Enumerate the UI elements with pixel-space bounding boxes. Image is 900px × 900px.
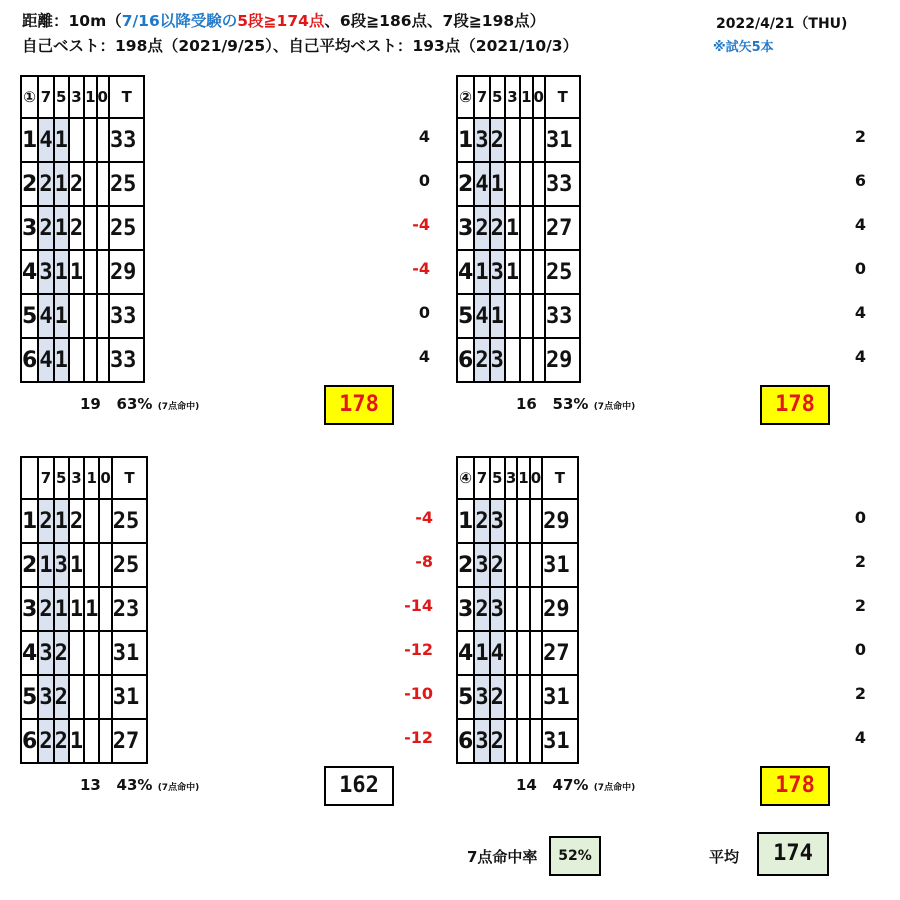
diff-value: -4 [412, 215, 430, 234]
diff-value: 2 [854, 552, 866, 571]
score-row [457, 338, 580, 382]
count-7-cell: 2 [38, 162, 53, 206]
diff-value: 4 [418, 127, 430, 146]
trial-arrows-note: ※試矢5本 [713, 40, 774, 55]
column-header: 1 [517, 457, 529, 499]
count-3-cell [505, 587, 517, 631]
header-row [457, 76, 580, 118]
end-total: 23 [112, 587, 148, 631]
count-5-cell: 1 [54, 499, 69, 543]
end-total: 25 [109, 162, 145, 206]
count-7-cell: 2 [38, 499, 53, 543]
header-row [457, 457, 578, 499]
count-3-cell [69, 294, 84, 338]
count-1-cell [84, 543, 99, 587]
count-1-cell [517, 543, 529, 587]
count-5-cell: 2 [490, 118, 505, 162]
count-7-cell: 4 [38, 294, 53, 338]
end-number: 1 [21, 118, 38, 162]
hit-stats [80, 395, 199, 413]
count-3-cell: 2 [69, 499, 84, 543]
count-3-cell [505, 499, 517, 543]
score-row [21, 719, 147, 763]
diff-value: 2 [854, 127, 866, 146]
count-7-cell: 2 [38, 719, 53, 763]
score-table [20, 456, 148, 764]
count-5-cell: 2 [490, 543, 505, 587]
count-0-cell [99, 719, 111, 763]
count-0-cell [533, 162, 545, 206]
distance-prefix: 距離：10m（ [22, 12, 122, 30]
end-number: 4 [457, 631, 474, 675]
count-3-cell [505, 294, 520, 338]
hit-percentage: 43% [116, 776, 153, 794]
column-header: 0 [97, 76, 109, 118]
column-header: 0 [530, 457, 542, 499]
hit-rate-label: 7点命中率 [467, 848, 538, 866]
other-dan-thresholds: 、6段≧186点、7段≧198点） [324, 12, 546, 30]
end-total: 31 [112, 675, 148, 719]
end-total: 29 [109, 250, 145, 294]
hit-stats [516, 776, 635, 794]
round-total: 162 [324, 766, 394, 806]
hit-percentage-note: (7点命中) [593, 402, 636, 412]
diff-value: -4 [412, 259, 430, 278]
end-total: 29 [542, 587, 578, 631]
count-0-cell [97, 250, 109, 294]
count-0-cell [530, 631, 542, 675]
count-1-cell [84, 675, 99, 719]
count-5-cell: 1 [490, 162, 505, 206]
personal-best-line: 自己ベスト：198点（2021/9/25）、自己平均ベスト：193点（2021/10/3） [22, 37, 579, 55]
count-1-cell [84, 206, 96, 250]
count-3-cell [505, 118, 520, 162]
count-3-cell: 2 [69, 162, 84, 206]
count-1-cell [520, 118, 532, 162]
end-number: 6 [457, 719, 474, 763]
round-label: ④ [457, 457, 474, 499]
hit-percentage: 53% [552, 395, 589, 413]
count-3-cell: 1 [69, 543, 84, 587]
end-total: 29 [545, 338, 581, 382]
end-number: 3 [21, 587, 38, 631]
count-7-cell: 4 [38, 118, 53, 162]
column-header: 1 [520, 76, 532, 118]
sevens-count: 14 [516, 776, 537, 794]
score-row [21, 294, 144, 338]
count-3-cell [505, 338, 520, 382]
count-5-cell: 1 [54, 338, 69, 382]
diff-value: -12 [404, 640, 433, 659]
round-total: 178 [324, 385, 394, 425]
count-1-cell [517, 719, 529, 763]
score-row [457, 250, 580, 294]
count-7-cell: 3 [474, 719, 489, 763]
diff-value: -8 [415, 552, 433, 571]
diff-value: -14 [404, 596, 433, 615]
count-7-cell: 2 [474, 206, 489, 250]
hit-percentage: 47% [552, 776, 589, 794]
hit-percentage-note: (7点命中) [157, 783, 200, 793]
diff-value: -12 [404, 728, 433, 747]
diff-value: 0 [854, 508, 866, 527]
count-7-cell: 3 [38, 631, 53, 675]
count-0-cell [533, 118, 545, 162]
count-1-cell [520, 294, 532, 338]
count-0-cell [97, 206, 109, 250]
count-5-cell: 2 [490, 206, 505, 250]
count-0-cell [99, 499, 111, 543]
count-7-cell: 4 [474, 162, 489, 206]
column-header: T [545, 76, 581, 118]
count-3-cell [505, 631, 517, 675]
end-total: 31 [542, 719, 578, 763]
count-1-cell [520, 338, 532, 382]
count-1-cell [84, 338, 96, 382]
end-total: 33 [109, 294, 145, 338]
score-row [457, 719, 578, 763]
count-5-cell: 3 [490, 250, 505, 294]
column-header: 3 [69, 76, 84, 118]
count-0-cell [533, 250, 545, 294]
column-header: 7 [474, 457, 489, 499]
hit-stats [516, 395, 635, 413]
sevens-count: 16 [516, 395, 537, 413]
count-7-cell: 1 [38, 543, 53, 587]
diff-value: -4 [415, 508, 433, 527]
count-5-cell: 2 [54, 719, 69, 763]
average-value: 174 [757, 832, 829, 876]
column-header: 3 [69, 457, 84, 499]
end-number: 6 [21, 719, 38, 763]
hit-rate-value: 52% [549, 836, 601, 876]
score-row [21, 675, 147, 719]
distance-rule-line [22, 9, 545, 31]
count-7-cell: 2 [474, 499, 489, 543]
count-1-cell [84, 118, 96, 162]
score-row [457, 587, 578, 631]
score-row [21, 118, 144, 162]
count-7-cell: 4 [38, 338, 53, 382]
end-number: 4 [21, 250, 38, 294]
column-header: 7 [38, 457, 53, 499]
end-total: 33 [109, 338, 145, 382]
score-table [20, 75, 145, 383]
end-total: 33 [545, 162, 581, 206]
diff-value: 4 [854, 215, 866, 234]
count-5-cell: 1 [54, 250, 69, 294]
diff-value: 2 [854, 596, 866, 615]
column-header: 1 [84, 457, 99, 499]
count-3-cell [505, 543, 517, 587]
count-0-cell [99, 587, 111, 631]
end-number: 5 [457, 294, 474, 338]
hit-stats [80, 776, 199, 794]
score-row [21, 338, 144, 382]
score-row [457, 162, 580, 206]
end-number: 2 [457, 543, 474, 587]
column-header: T [112, 457, 148, 499]
count-7-cell: 1 [474, 631, 489, 675]
count-5-cell: 1 [54, 118, 69, 162]
header-row [21, 76, 144, 118]
column-header: 0 [99, 457, 111, 499]
score-row [21, 587, 147, 631]
end-number: 3 [21, 206, 38, 250]
count-1-cell [520, 206, 532, 250]
count-3-cell [505, 719, 517, 763]
end-total: 31 [112, 631, 148, 675]
end-number: 2 [21, 162, 38, 206]
column-header: 3 [505, 457, 517, 499]
end-number: 1 [457, 118, 474, 162]
column-header: 7 [38, 76, 53, 118]
score-row [21, 631, 147, 675]
fifth-dan-threshold: 5段≧174点 [237, 12, 325, 30]
count-7-cell: 3 [474, 118, 489, 162]
count-1-cell [517, 675, 529, 719]
count-1-cell [84, 499, 99, 543]
count-1-cell [84, 631, 99, 675]
score-row [21, 206, 144, 250]
diff-value: -10 [404, 684, 433, 703]
column-header: 5 [490, 457, 505, 499]
column-header: 0 [533, 76, 545, 118]
count-5-cell: 4 [490, 631, 505, 675]
count-3-cell [69, 118, 84, 162]
count-0-cell [99, 543, 111, 587]
count-3-cell: 1 [69, 719, 84, 763]
diff-value: 6 [854, 171, 866, 190]
count-0-cell [533, 294, 545, 338]
hit-percentage: 63% [116, 395, 153, 413]
end-total: 25 [545, 250, 581, 294]
count-5-cell: 3 [490, 338, 505, 382]
score-row [457, 118, 580, 162]
count-7-cell: 3 [474, 675, 489, 719]
end-total: 25 [112, 499, 148, 543]
count-3-cell [505, 675, 517, 719]
diff-value: 4 [854, 347, 866, 366]
count-7-cell: 4 [474, 294, 489, 338]
count-3-cell: 1 [69, 250, 84, 294]
hit-percentage-note: (7点命中) [157, 402, 200, 412]
count-3-cell: 2 [69, 206, 84, 250]
count-5-cell: 2 [490, 675, 505, 719]
end-number: 6 [457, 338, 474, 382]
count-0-cell [533, 206, 545, 250]
count-3-cell [69, 675, 84, 719]
session-date: 2022/4/21（THU) [716, 16, 848, 32]
exam-date-note: 7/16以降受験の [121, 12, 238, 30]
diff-value: 4 [854, 728, 866, 747]
count-0-cell [99, 675, 111, 719]
round-label [21, 457, 38, 499]
count-0-cell [533, 338, 545, 382]
diff-value: 0 [418, 171, 430, 190]
end-number: 3 [457, 206, 474, 250]
count-1-cell: 1 [84, 587, 99, 631]
count-1-cell [84, 162, 96, 206]
count-7-cell: 2 [38, 206, 53, 250]
round-total: 178 [760, 766, 830, 806]
sevens-count: 13 [80, 776, 101, 794]
score-row [457, 499, 578, 543]
end-total: 31 [542, 543, 578, 587]
count-1-cell [517, 631, 529, 675]
count-1-cell [520, 250, 532, 294]
end-number: 6 [21, 338, 38, 382]
count-5-cell: 1 [54, 162, 69, 206]
count-0-cell [99, 631, 111, 675]
count-1-cell [84, 719, 99, 763]
count-3-cell [69, 338, 84, 382]
column-header: T [109, 76, 145, 118]
end-total: 33 [545, 294, 581, 338]
score-row [21, 543, 147, 587]
end-total: 27 [545, 206, 581, 250]
end-total: 25 [109, 206, 145, 250]
score-row [21, 162, 144, 206]
end-total: 31 [545, 118, 581, 162]
count-7-cell: 3 [38, 675, 53, 719]
end-number: 3 [457, 587, 474, 631]
end-number: 5 [457, 675, 474, 719]
count-3-cell: 1 [69, 587, 84, 631]
end-total: 29 [542, 499, 578, 543]
count-5-cell: 1 [54, 294, 69, 338]
count-7-cell: 3 [474, 543, 489, 587]
count-0-cell [530, 587, 542, 631]
count-3-cell [69, 631, 84, 675]
header-row [21, 457, 147, 499]
end-total: 33 [109, 118, 145, 162]
count-5-cell: 2 [54, 631, 69, 675]
round-total: 178 [760, 385, 830, 425]
count-0-cell [530, 499, 542, 543]
diff-value: 2 [854, 684, 866, 703]
end-total: 27 [112, 719, 148, 763]
score-row [457, 543, 578, 587]
count-0-cell [97, 338, 109, 382]
column-header: 3 [505, 76, 520, 118]
count-3-cell [505, 162, 520, 206]
count-0-cell [97, 294, 109, 338]
column-header: T [542, 457, 578, 499]
count-5-cell: 3 [490, 499, 505, 543]
count-3-cell: 1 [505, 250, 520, 294]
count-5-cell: 3 [490, 587, 505, 631]
score-row [21, 250, 144, 294]
count-7-cell: 3 [38, 250, 53, 294]
count-0-cell [530, 543, 542, 587]
count-1-cell [84, 250, 96, 294]
count-1-cell [84, 294, 96, 338]
column-header: 7 [474, 76, 489, 118]
sevens-count: 19 [80, 395, 101, 413]
count-1-cell [517, 499, 529, 543]
score-row [457, 675, 578, 719]
end-number: 4 [457, 250, 474, 294]
count-5-cell: 1 [54, 206, 69, 250]
column-header: 1 [84, 76, 96, 118]
diff-value: 4 [854, 303, 866, 322]
count-5-cell: 1 [490, 294, 505, 338]
end-number: 1 [457, 499, 474, 543]
end-total: 25 [112, 543, 148, 587]
hit-percentage-note: (7点命中) [593, 783, 636, 793]
end-total: 27 [542, 631, 578, 675]
end-number: 1 [21, 499, 38, 543]
count-7-cell: 1 [474, 250, 489, 294]
count-5-cell: 2 [54, 675, 69, 719]
score-table [456, 456, 579, 764]
diff-value: 4 [418, 347, 430, 366]
end-number: 4 [21, 631, 38, 675]
diff-value: 0 [418, 303, 430, 322]
score-row [457, 631, 578, 675]
column-header: 5 [490, 76, 505, 118]
column-header: 5 [54, 76, 69, 118]
count-7-cell: 2 [38, 587, 53, 631]
diff-value: 0 [854, 640, 866, 659]
count-3-cell: 1 [505, 206, 520, 250]
count-0-cell [97, 118, 109, 162]
count-1-cell [517, 587, 529, 631]
end-total: 31 [542, 675, 578, 719]
end-number: 5 [21, 294, 38, 338]
score-row [21, 499, 147, 543]
score-row [457, 294, 580, 338]
count-7-cell: 2 [474, 338, 489, 382]
score-table [456, 75, 581, 383]
round-label: ② [457, 76, 474, 118]
end-number: 5 [21, 675, 38, 719]
count-7-cell: 2 [474, 587, 489, 631]
count-5-cell: 3 [54, 543, 69, 587]
score-row [457, 206, 580, 250]
diff-value: 0 [854, 259, 866, 278]
count-0-cell [97, 162, 109, 206]
end-number: 2 [21, 543, 38, 587]
count-0-cell [530, 719, 542, 763]
end-number: 2 [457, 162, 474, 206]
average-label: 平均 [709, 848, 740, 866]
count-5-cell: 1 [54, 587, 69, 631]
round-label: ① [21, 76, 38, 118]
count-1-cell [520, 162, 532, 206]
column-header: 5 [54, 457, 69, 499]
count-0-cell [530, 675, 542, 719]
count-5-cell: 2 [490, 719, 505, 763]
